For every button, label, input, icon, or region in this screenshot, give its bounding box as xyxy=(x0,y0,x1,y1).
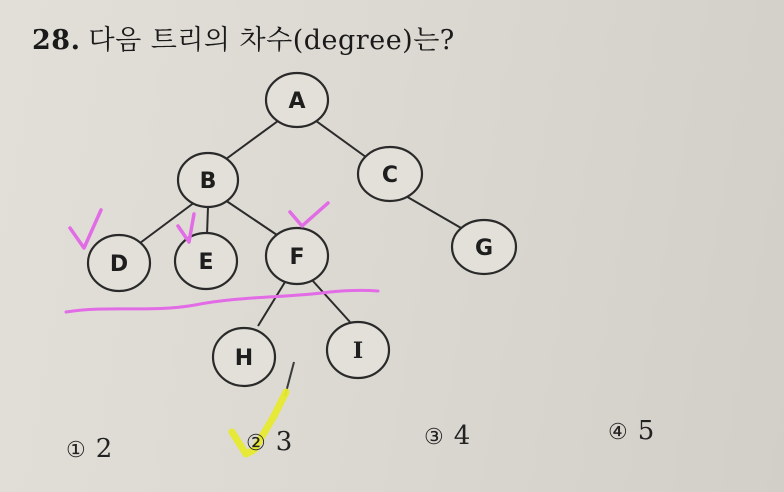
node-a-label: A xyxy=(288,89,306,114)
choice-1-value: 2 xyxy=(95,434,113,464)
node-b-label: B xyxy=(199,169,217,194)
pink-check-mark-f xyxy=(290,203,328,226)
choice-3[interactable] xyxy=(424,421,470,451)
edge-c-g xyxy=(404,195,468,232)
choice-2-value: 3 xyxy=(275,427,293,457)
choice-3-value: 4 xyxy=(453,421,471,451)
choice-4-marker: ④ xyxy=(608,420,628,445)
pink-check-mark-d xyxy=(70,210,101,248)
edge-f-h xyxy=(258,282,285,326)
question-number: 28. xyxy=(32,25,81,56)
node-f-label: F xyxy=(289,245,305,270)
choice-1[interactable] xyxy=(66,434,112,464)
edge-a-c xyxy=(312,118,370,160)
choice-2-marker: ② xyxy=(246,431,266,456)
choice-2[interactable] xyxy=(246,427,292,457)
edge-f-i xyxy=(312,280,350,322)
choice-3-marker: ③ xyxy=(424,425,444,450)
edge-b-e xyxy=(207,207,208,235)
node-d-label: D xyxy=(109,252,129,277)
node-i-label: I xyxy=(352,338,364,364)
edge-a-b xyxy=(222,118,282,162)
node-g-label: G xyxy=(474,236,494,261)
edge-b-f xyxy=(225,200,280,237)
node-h-label: H xyxy=(234,346,254,371)
choice-1-marker: ① xyxy=(66,438,86,463)
choice-4-value: 5 xyxy=(637,416,655,446)
choice-4[interactable] xyxy=(608,416,654,446)
node-c-label: C xyxy=(381,163,399,188)
question-text: 다음 트리의 차수(degree)는? xyxy=(88,25,455,56)
node-e-label: E xyxy=(198,250,214,275)
